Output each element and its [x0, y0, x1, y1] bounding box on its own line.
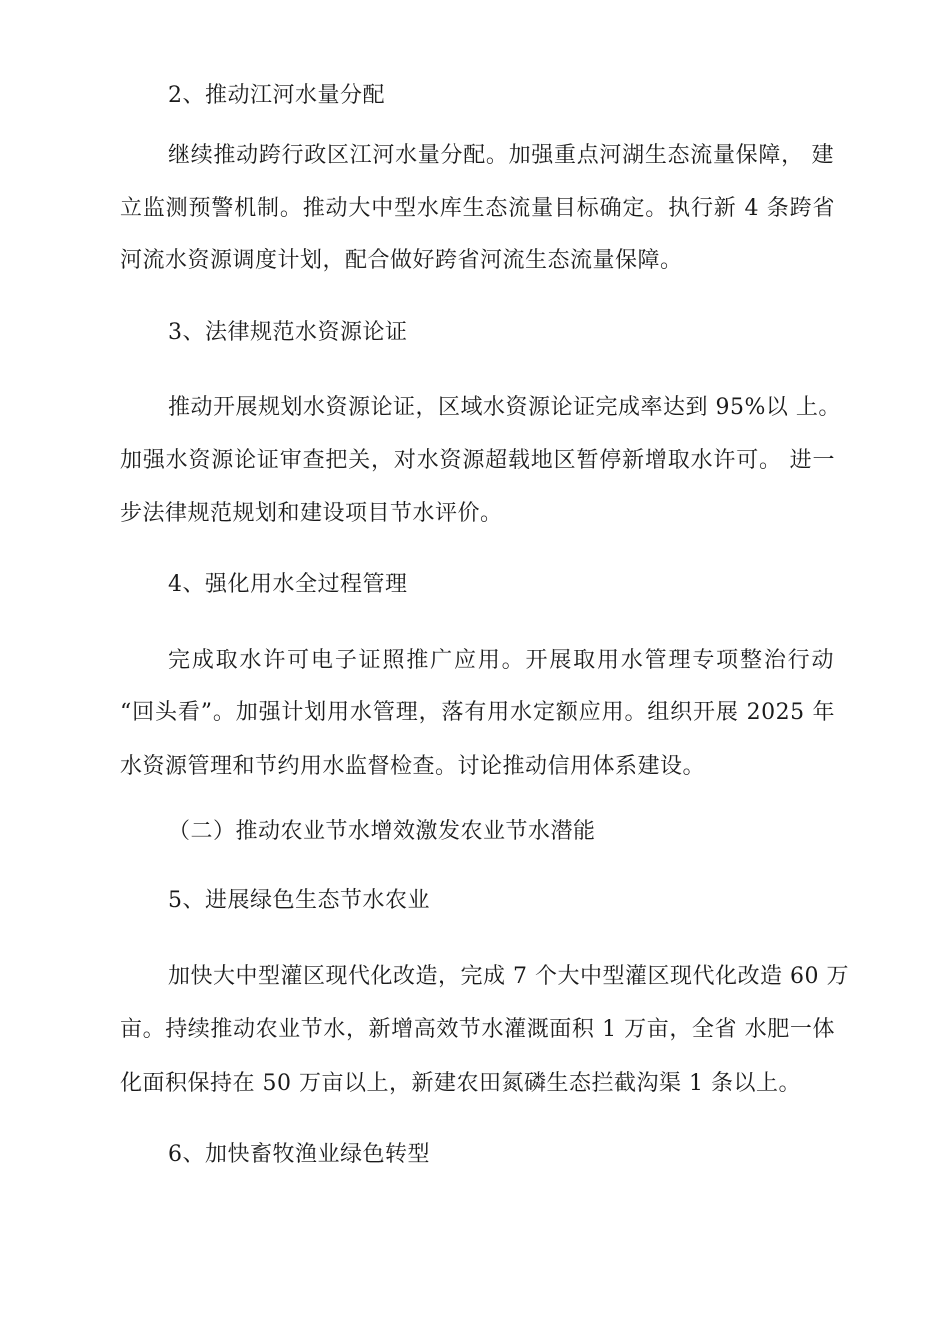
heading-5: 5、进展绿色生态节水农业 — [168, 888, 430, 913]
para-5-line-2: 亩。持续推动农业节水，新增高效节水灌溉面积 1 万亩，全省 水肥一体 — [120, 1017, 835, 1042]
para-4-line-2: “回头看”。加强计划用水管理，落有用水定额应用。组织开展 2025 年 — [120, 700, 835, 725]
para-5-line-1: 加快大中型灌区现代化改造，完成 7 个大中型灌区现代化改造 60 万 — [168, 964, 849, 989]
para-3-line-2: 加强水资源论证审查把关，对水资源超载地区暂停新增取水许可。 进一 — [120, 448, 835, 473]
para-4-line-1: 完成取水许可电子证照推广应用。开展取用水管理专项整治行动 — [168, 648, 834, 673]
para-3-line-1: 推动开展规划水资源论证，区域水资源论证完成率达到 95%以 上。 — [168, 395, 841, 420]
heading-3: 3、法律规范水资源论证 — [168, 320, 408, 345]
para-3-line-3: 步法律规范规划和建设项目节水评价。 — [120, 501, 503, 526]
para-2-line-2: 立监测预警机制。推动大中型水库生态流量目标确定。执行新 4 条跨省 — [120, 196, 835, 221]
para-2-line-3: 河流水资源调度计划，配合做好跨省河流生态流量保障。 — [120, 248, 683, 273]
heading-6: 6、加快畜牧渔业绿色转型 — [168, 1142, 430, 1167]
heading-4: 4、强化用水全过程管理 — [168, 572, 408, 597]
section-heading-2: （二）推动农业节水增效激发农业节水潜能 — [168, 819, 596, 844]
para-4-line-3: 水资源管理和节约用水监督检查。讨论推动信用体系建设。 — [120, 754, 706, 779]
para-2-line-1: 继续推动跨行政区江河水量分配。加强重点河湖生态流量保障， 建 — [168, 143, 834, 168]
heading-2: 2、推动江河水量分配 — [168, 83, 385, 108]
para-5-line-3: 化面积保持在 50 万亩以上，新建农田氮磷生态拦截沟渠 1 条以上。 — [120, 1071, 801, 1096]
